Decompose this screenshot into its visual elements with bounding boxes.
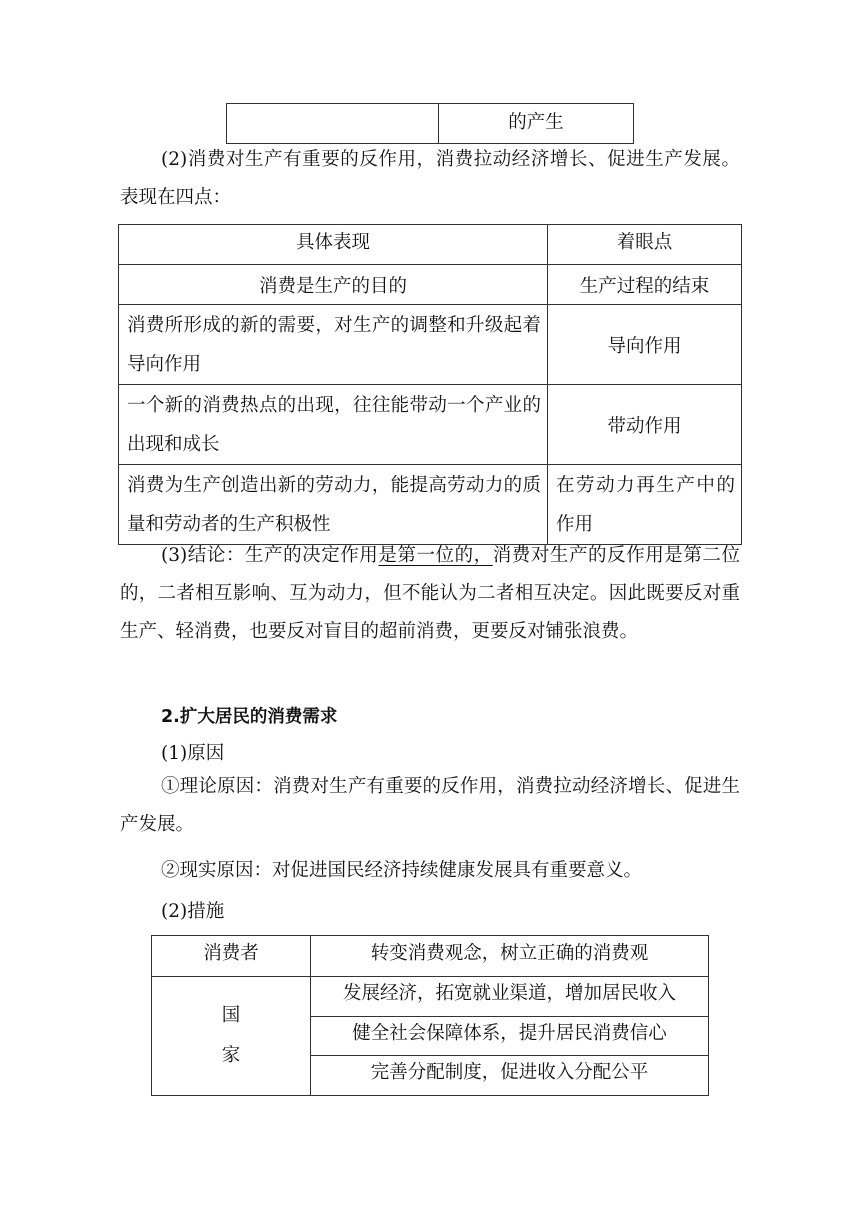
state-label (152, 977, 311, 1096)
state-measure-item: 发展经济，拓宽就业渠道，增加居民收入 (311, 977, 709, 1017)
header-focus-point: 着眼点 (548, 225, 742, 265)
table-row (119, 305, 742, 385)
table-row (119, 385, 742, 465)
state-label-char-1: 国 (221, 1005, 241, 1026)
table-cell-expression: 消费为生产创造出新的劳动力，能提高劳动力的质量和劳动者的生产积极性 (119, 465, 548, 545)
state-measure-item: 健全社会保障体系，提升居民消费信心 (311, 1017, 709, 1056)
subheading-measures: (2)措施 (161, 901, 225, 922)
consumer-label: 消费者 (152, 936, 311, 977)
conclusion-text-rest: 消费对生产的反作用是第二位的，二者相互影响、互为动力，但不能认为二者相互决定。因此既要反对重生产、轻消费，也要反对盲目的超前消费，更要反对铺张浪费。 (120, 545, 740, 642)
consumer-measure: 转变消费观念，树立正确的消费观 (311, 936, 709, 977)
section-heading-expand-demand: 2.扩大居民的消费需求 (161, 707, 338, 727)
paragraph-conclusion (120, 537, 740, 651)
consumption-effect-table (118, 224, 742, 545)
table-cell-focus: 带动作用 (548, 385, 742, 465)
state-measure-item: 完善分配制度，促进收入分配公平 (311, 1056, 709, 1096)
subheading-reasons: (1)原因 (161, 743, 225, 764)
top-table-cell-left (227, 104, 439, 144)
table-cell-expression: 一个新的消费热点的出现，往往能带动一个产业的出现和成长 (119, 385, 548, 465)
table-row (119, 265, 742, 305)
top-table-fragment (226, 103, 634, 144)
table-cell-focus: 生产过程的结束 (548, 265, 742, 305)
reason-practical: ②现实原因：对促进国民经济持续健康发展具有重要意义。 (161, 860, 643, 881)
table-row (119, 465, 742, 545)
table-cell-focus: 导向作用 (548, 305, 742, 385)
conclusion-underlined-text: 是第一位的， (378, 545, 493, 566)
measures-table (151, 935, 709, 1096)
table-cell-focus: 在劳动力再生产中的作用 (548, 465, 742, 545)
table-cell-expression: 消费是生产的目的 (119, 265, 548, 305)
state-label-char-2: 家 (221, 1045, 241, 1066)
top-table-cell-right: 的产生 (439, 104, 634, 144)
reason-theoretical: ①理论原因：消费对生产有重要的反作用，消费拉动经济增长、促进生产发展。 (120, 776, 740, 835)
conclusion-text-start: (3)结论：生产的决定作用 (161, 545, 379, 566)
table-cell-expression: 消费所形成的新的需要，对生产的调整和升级起着导向作用 (119, 305, 548, 385)
paragraph-consumption-effect: (2)消费对生产有重要的反作用，消费拉动经济增长、促进生产发展。表现在四点： (120, 149, 740, 208)
header-specific-expression: 具体表现 (119, 225, 548, 265)
